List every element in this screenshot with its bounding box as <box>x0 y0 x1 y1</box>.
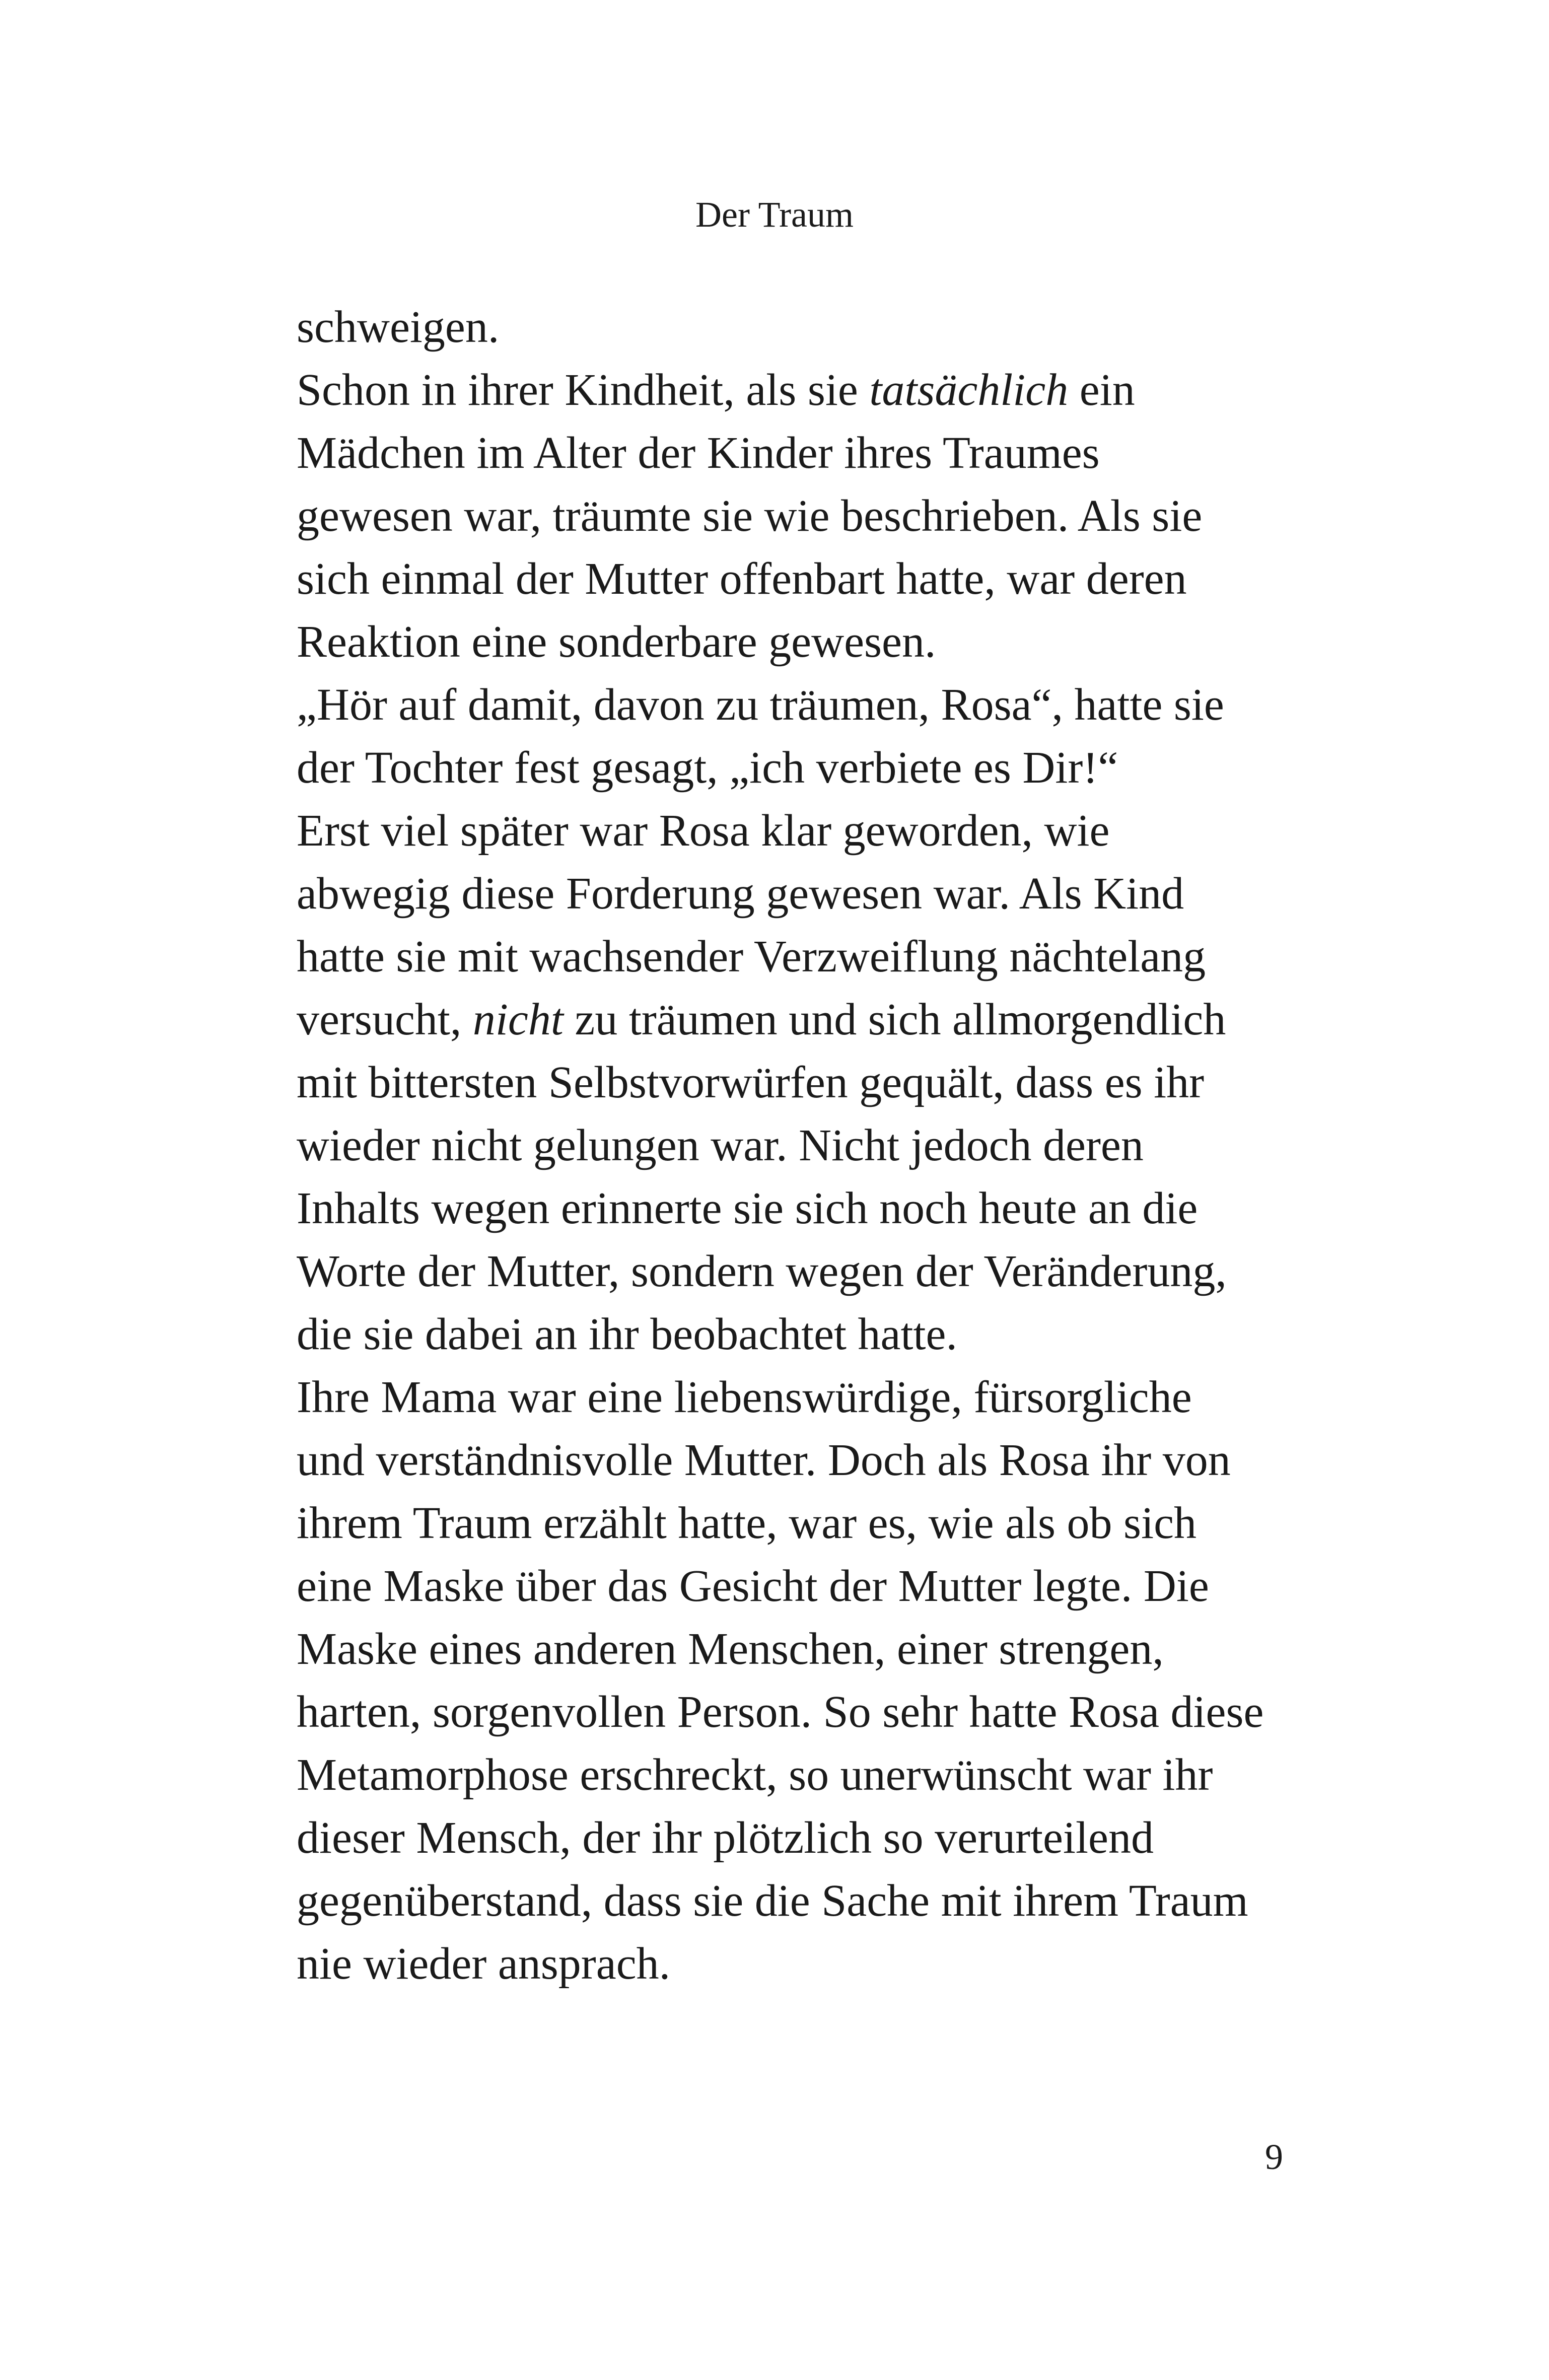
text-segment: versucht, <box>297 995 473 1044</box>
text-line <box>297 1743 1284 1806</box>
text-line <box>297 1429 1284 1492</box>
text-segment: schweigen. <box>297 302 500 352</box>
text-segment: und verständnisvolle Mutter. Doch als Rosa ihr von <box>297 1435 1231 1485</box>
text-segment: Mädchen im Alter der Kinder ihres Traumes <box>297 428 1100 478</box>
text-line <box>297 1555 1284 1618</box>
text-segment: eine Maske über das Gesicht der Mutter legte. Die <box>297 1561 1209 1611</box>
text-line <box>297 1681 1284 1743</box>
text-segment: Inhalts wegen erinnerte sie sich noch heute an die <box>297 1183 1198 1233</box>
text-segment: die sie dabei an ihr beobachtet hatte. <box>297 1309 957 1359</box>
text-segment: Schon in ihrer Kindheit, als sie <box>297 365 870 415</box>
body-text <box>297 296 1284 1995</box>
text-segment: der Tochter fest gesagt, „ich verbiete es Dir!“ <box>297 743 1118 793</box>
text-line <box>297 1492 1284 1555</box>
text-line <box>297 799 1284 862</box>
text-line <box>297 1240 1284 1303</box>
text-line <box>297 1806 1284 1869</box>
text-segment: mit bittersten Selbstvorwürfen gequält, dass es ihr <box>297 1058 1205 1107</box>
text-segment: zu träumen und sich allmorgendlich <box>563 995 1226 1044</box>
text-segment: harten, sorgenvollen Person. So sehr hatte Rosa diese <box>297 1687 1264 1737</box>
text-line <box>297 988 1284 1051</box>
text-line <box>297 673 1284 736</box>
text-line <box>297 736 1284 799</box>
text-segment: hatte sie mit wachsender Verzweiflung nächtelang <box>297 932 1206 982</box>
text-line <box>297 925 1284 988</box>
text-line <box>297 1869 1284 1932</box>
text-segment: gewesen war, träumte sie wie beschrieben. Als sie <box>297 491 1203 541</box>
text-segment: Metamorphose erschreckt, so unerwünscht war ihr <box>297 1750 1213 1800</box>
text-line <box>297 610 1284 673</box>
text-segment: sich einmal der Mutter offenbart hatte, war deren <box>297 554 1187 604</box>
text-line <box>297 484 1284 547</box>
text-line <box>297 1303 1284 1366</box>
text-line <box>297 1618 1284 1681</box>
text-segment: wieder nicht gelungen war. Nicht jedoch deren <box>297 1121 1144 1170</box>
page-number: 9 <box>1265 2137 1283 2177</box>
text-segment: abwegig diese Forderung gewesen war. Als Kind <box>297 869 1184 919</box>
text-segment: dieser Mensch, der ihr plötzlich so verurteilend <box>297 1813 1154 1863</box>
running-head-title: Der Traum <box>695 194 854 235</box>
text-segment: ihrem Traum erzählt hatte, war es, wie als ob sich <box>297 1498 1197 1548</box>
text-line <box>297 862 1284 925</box>
italic-text: tatsächlich <box>869 365 1069 415</box>
text-segment: gegenüberstand, dass sie die Sache mit ihrem Traum <box>297 1876 1248 1926</box>
text-segment: Maske eines anderen Menschen, einer strengen, <box>297 1624 1164 1674</box>
text-segment: Reaktion eine sonderbare gewesen. <box>297 617 936 667</box>
italic-text: nicht <box>472 995 564 1044</box>
text-line <box>297 1366 1284 1429</box>
text-line <box>297 547 1284 610</box>
text-line <box>297 1051 1284 1114</box>
text-segment: Ihre Mama war eine liebenswürdige, fürsorgliche <box>297 1372 1192 1422</box>
text-segment: ein <box>1068 365 1135 415</box>
text-line <box>297 359 1284 422</box>
text-line <box>297 1177 1284 1240</box>
text-segment: „Hör auf damit, davon zu träumen, Rosa“, hatte sie <box>297 680 1224 730</box>
text-segment: Worte der Mutter, sondern wegen der Veränderung, <box>297 1246 1227 1296</box>
text-line <box>297 1932 1284 1995</box>
text-line <box>297 422 1284 484</box>
text-line <box>297 296 1284 359</box>
text-segment: Erst viel später war Rosa klar geworden, wie <box>297 806 1110 856</box>
text-line <box>297 1114 1284 1177</box>
text-segment: nie wieder ansprach. <box>297 1939 671 1989</box>
